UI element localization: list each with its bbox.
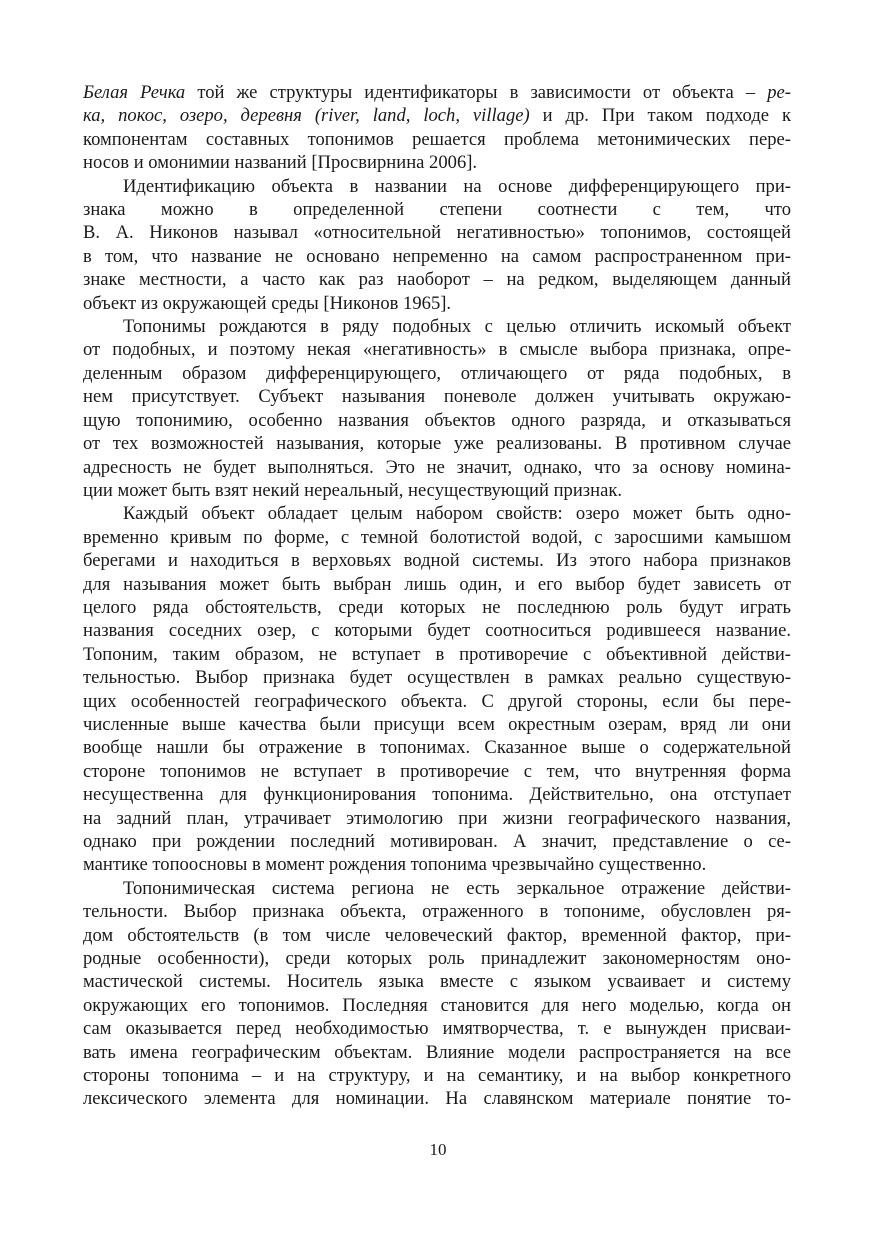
text-run: Каждый объект обладает целым набором свойств: озеро может быть одно- bbox=[123, 503, 791, 525]
text-run: названия соседних озер, с которыми будет соотноситься родившееся название. bbox=[83, 620, 791, 642]
text-run: нем присутствует. Субъект называния поневоле должен учитывать окружаю- bbox=[83, 386, 791, 408]
text-line bbox=[83, 994, 791, 1017]
italic-run: ре- bbox=[767, 82, 791, 103]
text-run: несущественна для функционирования топонима. Действительно, она отступает bbox=[83, 784, 791, 806]
text-line bbox=[83, 151, 791, 174]
paragraph bbox=[83, 502, 791, 877]
text-line bbox=[83, 1064, 791, 1087]
text-run: той же структуры идентификаторы в зависимости от объекта – bbox=[185, 82, 768, 103]
text-run: щую топонимию, особенно названия объектов одного разряда, и отказываться bbox=[83, 409, 791, 431]
text-line bbox=[83, 619, 791, 642]
text-run: родные особенности), среди которых роль принадлежит закономерностям оно- bbox=[83, 948, 791, 970]
text-run: вать имена географическим объектам. Влияние модели распространяется на все bbox=[83, 1041, 791, 1063]
text-run: В. А. Никонов называл «относительной негативностью» топонимов, состоящей bbox=[83, 222, 791, 244]
text-line bbox=[83, 666, 791, 689]
text-line bbox=[83, 432, 791, 455]
text-line bbox=[83, 877, 791, 900]
text-line bbox=[83, 573, 791, 596]
text-line bbox=[83, 1017, 791, 1040]
text-line bbox=[83, 338, 791, 361]
text-line bbox=[83, 479, 791, 502]
text-line bbox=[83, 81, 791, 104]
text-line bbox=[83, 807, 791, 830]
text-run: ции может быть взят некий нереальный, несуществующий признак. bbox=[83, 479, 623, 501]
italic-run: ка, покос, озеро, деревня (river, land, loch, village) bbox=[83, 105, 530, 127]
text-line bbox=[83, 1087, 791, 1110]
text-run: мантике топоосновы в момент рождения топонима чрезвычайно существенно. bbox=[83, 854, 707, 876]
text-line bbox=[83, 643, 791, 666]
text-line bbox=[83, 947, 791, 970]
text-run: компонентам составных топонимов решается проблема метонимических пере- bbox=[83, 128, 791, 150]
text-run: адресность не будет выполняться. Это не значит, однако, что за основу номина- bbox=[83, 456, 791, 478]
paragraph bbox=[83, 175, 791, 315]
text-run: щих особенностей географического объекта. С другой стороны, если бы пере- bbox=[83, 690, 791, 712]
text-run: знаке местности, а часто как раз наоборот – на редком, выделяющем данный bbox=[83, 269, 791, 291]
text-run: численные выше качества были присущи всем окрестным озерам, вряд ли они bbox=[83, 713, 791, 735]
text-line bbox=[83, 690, 791, 713]
text-run: носов и омонимии названий [Просвирнина 2006]. bbox=[83, 152, 478, 174]
text-line bbox=[83, 198, 791, 221]
text-run: тельностью. Выбор признака будет осуществлен в рамках реально существую- bbox=[83, 667, 791, 689]
italic-run: Белая Речка bbox=[83, 82, 186, 103]
text-run: однако при рождении последний мотивирован. А значит, представление о се- bbox=[83, 831, 791, 852]
text-line bbox=[83, 245, 791, 268]
text-line bbox=[83, 783, 791, 806]
text-run: сам оказывается перед необходимостью имятворчества, т. е вынужден присваи- bbox=[83, 1018, 791, 1040]
text-run: объект из окружающей среды [Никонов 1965]. bbox=[83, 292, 452, 314]
text-run: и др. При таком подходе к bbox=[529, 105, 791, 127]
text-line bbox=[83, 1041, 791, 1064]
text-line bbox=[83, 853, 791, 876]
text-run: от тех возможностей называния, которые уже реализованы. В противном случае bbox=[83, 433, 791, 455]
text-run: лексического элемента для номинации. На славянском материале понятие то- bbox=[83, 1088, 791, 1110]
text-run: Идентификацию объекта в названии на основе дифференцирующего при- bbox=[123, 175, 791, 197]
text-line bbox=[83, 549, 791, 572]
text-run: тельности. Выбор признака объекта, отраженного в топониме, обусловлен ря- bbox=[83, 901, 791, 923]
paragraph bbox=[83, 315, 791, 502]
page-body bbox=[83, 81, 791, 1111]
text-run: на задний план, утрачивает этимологию при жизни географического названия, bbox=[83, 807, 791, 829]
text-run: знака можно в определенной степени соотнести с тем, что bbox=[83, 199, 791, 221]
text-line bbox=[83, 596, 791, 619]
text-run: окружающих его топонимов. Последняя становится для него моделью, когда он bbox=[83, 994, 791, 1016]
text-line bbox=[83, 924, 791, 947]
text-run: дом обстоятельств (в том числе человеческий фактор, временной фактор, при- bbox=[83, 924, 791, 946]
text-run: от подобных, и поэтому некая «негативность» в смысле выбора признака, опре- bbox=[83, 339, 791, 361]
text-run: в том, что название не основано непременно на самом распространенном при- bbox=[83, 245, 791, 267]
text-run: стороны топонима – и на структуру, и на семантику, и на выбор конкретного bbox=[83, 1065, 791, 1087]
text-line bbox=[83, 760, 791, 783]
text-run: мастической системы. Носитель языка вместе с языком усваивает и систему bbox=[83, 971, 791, 993]
text-run: целого ряда обстоятельств, среди которых не последнюю роль будут играть bbox=[83, 596, 791, 618]
text-run: деленным образом дифференцирующего, отличающего от ряда подобных, в bbox=[83, 362, 791, 384]
text-run: вообще нашли бы отражение в топонимах. Сказанное выше о содержательной bbox=[83, 737, 791, 759]
paragraph bbox=[83, 81, 791, 175]
text-run: временно кривым по форме, с темной болотистой водой, с заросшими камышом bbox=[83, 526, 791, 548]
text-run: стороне топонимов не вступает в противоречие с тем, что внутренняя форма bbox=[83, 760, 791, 782]
text-line bbox=[83, 128, 791, 151]
text-line bbox=[83, 104, 791, 127]
text-line bbox=[83, 385, 791, 408]
text-line bbox=[83, 456, 791, 479]
text-run: для называния может быть выбран лишь один, и его выбор будет зависеть от bbox=[83, 573, 791, 595]
text-line bbox=[83, 526, 791, 549]
text-line bbox=[83, 175, 791, 198]
text-line bbox=[83, 409, 791, 432]
text-line bbox=[83, 713, 791, 736]
text-line bbox=[83, 502, 791, 525]
text-line bbox=[83, 900, 791, 923]
text-run: Топонимы рождаются в ряду подобных с целью отличить искомый объект bbox=[123, 316, 791, 338]
text-line bbox=[83, 221, 791, 244]
page-number: 10 bbox=[429, 1140, 447, 1159]
text-run: Топонимическая система региона не есть зеркальное отражение действи- bbox=[123, 877, 791, 899]
text-line bbox=[83, 362, 791, 385]
text-run: Топоним, таким образом, не вступает в противоречие с объективной действи- bbox=[83, 643, 791, 665]
text-line bbox=[83, 315, 791, 338]
text-line bbox=[83, 268, 791, 291]
text-line bbox=[83, 830, 791, 853]
text-line bbox=[83, 292, 791, 315]
text-run: берегами и находиться в верховьях водной системы. Из этого набора признаков bbox=[83, 550, 791, 572]
text-line bbox=[83, 970, 791, 993]
paragraph bbox=[83, 877, 791, 1111]
text-line bbox=[83, 736, 791, 759]
